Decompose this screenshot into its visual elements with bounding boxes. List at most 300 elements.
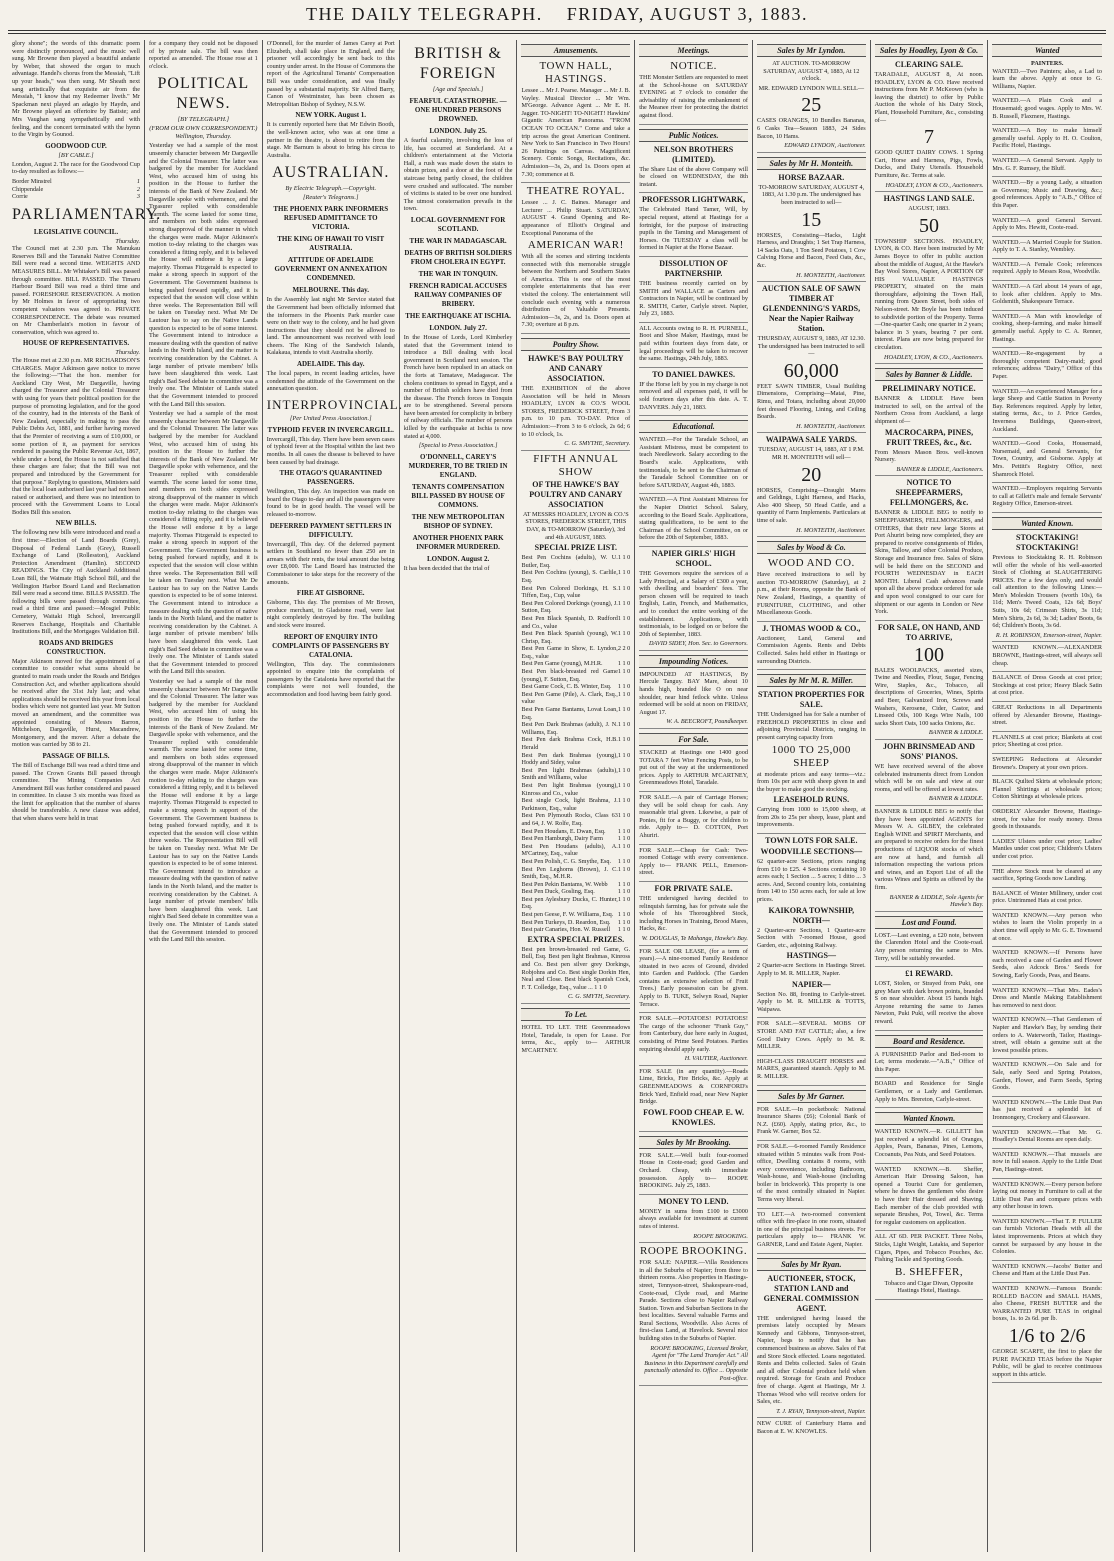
headline: THE WAR IN MADAGASCAR. (409, 236, 507, 245)
prize-item: Best Pen Houdans (adults), A. M'Cartney, Esq., value (521, 842, 618, 858)
prize-amount: 1 1 0 (617, 835, 631, 843)
ad-wanted-known (875, 1128, 984, 1163)
classified-heading: Sales by Wood & Co. (757, 541, 866, 554)
ad-money (639, 1197, 748, 1243)
prize-amount: 1 1 0 (617, 918, 631, 926)
prize-row (521, 668, 630, 683)
dateline: ADELAIDE. This day. (296, 360, 365, 369)
wanted-ad (992, 283, 1102, 311)
ad-text: BANNER & LIDDLE BEG to notify that they have been appointed AGENTS for Messrs W. A. GILBEY, the celebrated English WINE and SPIRIT Merchants, and are prepared to receive orders for the finest productions of LIQUOR stocks of which are now at hand, and furnish all information respecting the various prices and wines, and an Export List of all the various Wines and Spirits as offered by the firm. (874, 808, 984, 891)
prize-item: Best Pen Duck, Gosling, Esq. (521, 888, 595, 896)
ad-text: THE Undersigned has for Sale a number of FREEHOLD PROPERTIES in close and adjoining Provincial Districts, ranging in present carrying capacity from (756, 711, 866, 741)
placing: 1 (136, 177, 140, 185)
ad-edu (639, 436, 748, 494)
ad-text: Have received instructions to sell by auction TO-MORROW (Saturday), at 2 p.m., at their Rooms, opposite the Bank of New Zealand, Hastings, a quantity of FURNITURE, CLOTHING, and other Miscellaneous Goods. (756, 571, 866, 617)
article-text: O'Donnell, for the murder of James Carey at Port Elizabeth, shall take place in England, and the prisoner will accordingly be sent back to this country under arrest. In the House of Commons the report of the Agricultural Tenants' Compensation Bill was under consideration, and was finally passed by a substantial majority. Sir Alfred Barry, Canon of Westminster, has been chosen as Metropolitan Bishop of Sydney, N.S.W. (266, 40, 395, 108)
article-text: Gisborne, This day. The premises of Mr Brown, produce merchant, in Gladstone road, were last night completely destroyed by fire. The building and stock were insured. (266, 599, 395, 629)
article-text: The following new bills were introduced and read a first time:—Election of Land Boards (Grey), Disposal of Federal Lands (Grey), Russell Exchange of Land (Rollesston), Auckland Protection Amendment (Hamlin). SECOND READINGS. The City of Auckland Additional Loan Bill, the Waimate High School Bill, and the Wellington Harbor Board Land and Reclamation Bill were read a second time. BILLS PASSED. The following bills were passed through committee, read a third time and passed:—Mosgiel Public Cemetery, Waitaki High School, Invercargill Reserves Exchange, Hospitals and Charitable Institutions Bill, and the Mortgages Validation Bill. (12, 529, 140, 636)
ad-signature: ROOPE BROOKING, Licensed Broker, Agent for "The Land Transfer Act." All Business in this Department carefully and punctually attended to. Office ... Opposite Post-office. (644, 1344, 748, 1383)
ad-text: IMPOUNDED AT HASTINGS, By Hercule Tanguy. BAY Mare, about 10 hands high, branded like O on near shoulder, near hind fetlock white. Unless redeemed will be sold at noon on FRIDAY, August 17. (639, 670, 748, 716)
ad-title: AUCTIONEER, STOCK, STATION LAND and GENERAL COMMISSION AGENT. (763, 1273, 859, 1313)
ad-text: ORDERLY Alexander Browne, Hastings-street, for value for ready money. Dress goods in thousands. (992, 807, 1102, 831)
ad-text: FOR SALE (in any quantity).—Roads Lime, Bricks, Fire Bricks, &c. Apply at GREENMEADOWS & CORNFORD's Brick Yard, Enfield road, near New Napier Bridge. (639, 1067, 748, 1106)
prize-item: Best Game Cock, C. B. Winter, Esq. (521, 683, 612, 691)
ad-text: GOOD QUIET DAIRY COWS. 1 Spring Cart, Horse and Harness, Pigs, Fowls, Ducks, and Dairy Utensils. Household Furniture, &c. Terms at sale. (874, 149, 984, 179)
ad-text: FOR SALE.—Well built four-roomed House in Coote-road; good Garden and Orchard. Cheap, with immediate possession. Apply to— ROOPE BROOKING. July 25, 1883. (639, 1151, 748, 1190)
ad-signature: H. MONTEITH, Auctioneer. (796, 271, 866, 279)
ad-signature: ROOPE BROOKING. (693, 1232, 748, 1240)
prize-amount: 1 1 0 (617, 721, 631, 729)
prize-row (521, 881, 630, 889)
wanted-known-ad (992, 734, 1102, 754)
ad-text: LADIES' Ulsters under cost price; Ladies' Mantles under cost price; Children's Ulsters under cost price. (992, 837, 1102, 860)
dateline: LONDON. July 25. (429, 127, 487, 135)
ad-title: HASTINGS LAND SALE. (883, 194, 975, 204)
classified-heading: Poultry Show. (521, 338, 630, 351)
prize-row (521, 600, 630, 615)
ad-text: Best pen brown-breasted red Game, G. Bull, Esq. Best pen light Brahmas, Kinross and Co. Best pen silver grey Dorkings, Robjohns and Co. Best single Dorkin Hen, Neal and Close. Best black Spanish Cock, F. T. Colledge, Esq., value ... 1 1 0 (521, 945, 631, 991)
classified-heading: Sales by Mr H. Monteith. (757, 157, 866, 170)
column-7 (753, 40, 871, 1552)
ad-text: THE business recently carried on by SMITH and WALLACE as Carters and Contractors in Napier, will be continued by R. SMITH, Carter, Carlyle street. Napier, July 23, 1883. (639, 279, 748, 318)
ad-title: MACROCARPA, PINES, FRUIT TREES, &c., &c. (885, 427, 974, 447)
ad-text: WANTED.—A Plain Cook and a Housemaid; good wages. Apply to Mrs. W. B. Russell, Flaxmere, Hastings. (992, 97, 1102, 120)
prize-amount: 1 1 0 (617, 842, 631, 850)
ad-signature: BANNER & LIDDLE. (928, 729, 984, 737)
prize-amount: 1 1 0 (617, 911, 631, 919)
wanted-ad (992, 68, 1102, 96)
ad-nelson (639, 145, 748, 194)
article-text: Wellington, This day. The commissioners appointed to enquire into the complaints of passengers by the Catalonia have reported that the complaints were not well founded, the accommodation and food having been fairly good. (266, 660, 395, 698)
prize-amount: 1 1 0 (617, 690, 631, 698)
ad-cattle (757, 1020, 866, 1055)
wanted-known-ad (992, 1151, 1102, 1179)
classified-heading: Wanted (992, 44, 1102, 57)
prize-item: Best Pen Turkeys, D. Reardon, Esq. (521, 918, 611, 926)
headline: LOCAL GOVERNMENT FOR SCOTLAND. (410, 215, 506, 233)
prize-item: Best Pen Pekin Bantams, W. Webb (521, 880, 608, 888)
wanted-known-ad (992, 838, 1102, 866)
ad-title: TOWN LOTS FOR SALE. (765, 836, 858, 846)
ad-text: WANTED.—Two Painters; also, a Lad to learn the above. Apply at once to G. Williams, Napier. (992, 67, 1102, 90)
prize-amount: 1 1 0 (617, 888, 631, 896)
prize-item: Best Pen Plymouth Rocks, Class 63 and 64, J. W. Rolfe, Esq. (521, 812, 618, 827)
ad-text: ALL AT 6D. PER PACKET. Three Nobs, Sticks, Light Weight, Latakia, and Superior Cigars, Pipes, and Tobacco Pouches, &c. Fishing Tackle and Sporting Goods. (874, 1233, 984, 1264)
byline: [BY TELEGRAPH.] (177, 116, 230, 124)
ad-edu (639, 496, 748, 547)
ad-thomas-wood (757, 624, 866, 670)
wanted-ad (992, 179, 1102, 214)
ad-text: AUGUST, 1883. (908, 205, 950, 213)
ad-text: A FURNISHED Parlor and Bed-room to Let; terms moderate.—"A.B.," Office of this Paper. (874, 1050, 984, 1073)
column-4 (400, 40, 518, 1552)
ad-text: WANTED.—For the Taradale School, an Assistant Mistress, must be competent to teach Needlework. Salary according to the Board's scale. Applications, with testimonials, to be sent to the Chairman of the Taradale School Committee on or before SATURDAY, August 4th, 1883. (639, 436, 748, 489)
ad-signature: H. MONTEITH, Auctioneer. (796, 422, 866, 430)
ad-text: HORSES, Consisting—Hacks, Light Harness, and Draughts; 1 Set Trap Harness, 14 Sacks Oats, 1 Ton Seed Potatoes, 1 Cow Calving Horse and Bacon, Feed Oats, &c., &c. (756, 231, 866, 269)
ad-signature: Tobacco and Cigar Divan, Opposite Hastings Hotel, Hastings. (884, 1279, 974, 1295)
ad-signature: W. A. BEECROFT, Poundkeeper. (666, 718, 748, 726)
prize-amount: 1 1 0 (617, 926, 631, 934)
ad-text: WANTED KNOWN.—B. Sheffer, American Hair Dressing Saloon, has opened a Tourist Cure for gentlemen, where he draws the gentlemen who desire to have their Hair dressed and Shaving. Each member of the club provided with separate Brushes, Pot, Towel, &c. Terms for regular customers on application. (874, 1165, 984, 1226)
wanted-known-ad (992, 756, 1102, 776)
ad-reward (875, 969, 984, 1031)
wanted-known-ad (992, 808, 1102, 836)
ad-land-sale (875, 194, 984, 364)
ad-woolpacks (875, 623, 984, 740)
column-8 (871, 40, 989, 1552)
ad-quantity: 60,000 (783, 359, 839, 382)
section-title: POLITICAL NEWS. (157, 75, 250, 113)
headline: ATTITUDE OF ADELAIDE GOVERNMENT ON ANNEXATION CONDEMNED. (274, 256, 387, 283)
ad-text: THE above Stock must be cleared at any sacrifice, Spring Goods now Landing. (992, 867, 1102, 883)
prize-amount: 1 1 0 (617, 599, 631, 607)
classified-heading: Sales by Banner & Liddle. (875, 368, 984, 381)
prize-row (521, 866, 630, 881)
ad-text: GEORGE SCARFE, the first to place the PURE PACKED TEAS before the Napier Public, will be glad to receive continuous support in this article. (992, 1348, 1102, 1378)
headline: TYPHOID FEVER IN INVERCARGILL. (267, 425, 394, 434)
ad-text: NEW CURE of Canterbury Hams and Bacon at E. W. KNOWLES. (756, 1420, 866, 1435)
wanted-ad (992, 217, 1102, 237)
article-text: for a company they could not be disposed of by private sale. The bill was then reported as amended. The House rose at 1 o'clock. (149, 40, 258, 70)
ad-text: HIGH-CLASS DRAUGHT HORSES and MARES, guaranteed staunch. Apply to M. R. MILLER. (756, 1057, 866, 1080)
wanted-ad (992, 388, 1102, 439)
prize-row (521, 896, 630, 911)
ad-text: TOWNSHIP SECTIONS. HOADLEY, LYON, & CO. Have been instructed by Mr James Boyce to offer in public auction about the middle of August, At the Hawke's Bay Wool Stores, Napier, A PORTION OF HIS VALUABLE HASTINGS PROPERTY, situated on the main thoroughfare, adjoining the Town Hall, running from Queen Street, both sides of Nelson-street. Mr Boyle has been induced to subdivide portion of the Property. Terms—One-quarter Cash; one quarter in 2 years; balance in 3 years, bearing 7 per cent. interest. Plans are now being prepared for circulation. (874, 237, 984, 352)
prize-item: Best Pen black-breasted red Game (young), F. Sutton, Esq. (521, 668, 618, 683)
ad-gilbey (875, 808, 984, 912)
ad-draught-horses (757, 1058, 866, 1086)
ad-signature: H. VAUTIER, Auctioneer. (684, 1055, 748, 1063)
ad-text: WANTED KNOWN.—That mussels are now in full season. Apply to the Little Dust Pan, Hastings-street. (992, 1150, 1102, 1173)
wanted-ad (992, 97, 1102, 125)
classified-heading: To Let. (521, 1008, 630, 1021)
ad-title: PAINTERS. (1031, 60, 1064, 67)
section-title: BRITISH & FOREIGN (414, 45, 502, 82)
wanted-known-ad (992, 1218, 1102, 1261)
ad-subtitle: HASTINGS— (786, 951, 836, 961)
ad-pound (639, 671, 748, 729)
ad-town-lots (757, 836, 866, 1018)
prize-item: Best Pen Game (young), M.H.R. (521, 660, 603, 668)
headline: THE WAR IN TONQUIN. (418, 269, 498, 278)
prize-amount: 1 1 0 (617, 895, 631, 903)
section-heading: PASSAGE OF BILLS. (42, 751, 110, 760)
ad-lost (875, 932, 984, 967)
wanted-known-ad (992, 912, 1102, 947)
masthead-date: FRIDAY, AUGUST 3, 1883. (566, 4, 808, 24)
byline: [Reuter's Telegrams.] (303, 194, 359, 202)
ad-title: J. THOMAS WOOD & CO., (762, 623, 861, 633)
byline: [BY CABLE.] (58, 151, 94, 159)
ad-text: WANTED.—A Married Couple for Station. Apply to T. A. Stanley, Wembley. (992, 238, 1102, 254)
ad-text: 62 quarter-acre Sections, prices ranging from £10 to £25. 4 Sections containing 10 acres each; 1 Section ... 5 acres; 1 ditto ... 3 acres. And, Second country lots, containing from 140 to 150 acres each, for sale at low prices. (756, 858, 866, 904)
ad-signature: BANNER & LIDDLE, Sole Agents for Hawke's Bay. (889, 893, 984, 909)
prize-item: Best pen Aylesbury Ducks, C. Hunter, Esq. (521, 895, 618, 911)
prize-item: Best Pen Colored Dorkings (young), J. Sutton, Esq. (521, 599, 618, 615)
prize-list-title: SPECIAL PRIZE LIST. (534, 543, 617, 553)
section-heading: NEW BILLS. (55, 519, 97, 528)
headline: FEARFUL CATASTROPHE. — ONE HUNDRED PERSONS DROWNED. (409, 97, 507, 123)
classified-heading: Impounding Notices. (639, 655, 748, 668)
ad-preliminary (875, 384, 984, 476)
wanted-ad (992, 350, 1102, 385)
ad-quantity: 20 (801, 463, 822, 486)
masthead-rule-top (8, 30, 1106, 31)
classified-heading: For Sale. (639, 733, 748, 746)
wanted-known-ad (992, 1061, 1102, 1096)
ad-signature: EDWARD LYNDON, Auctioneer. (784, 142, 866, 150)
prize-list (521, 554, 630, 934)
classified-heading: Public Notices. (639, 129, 748, 142)
prize-row (521, 554, 630, 569)
ad-text: From Messrs Mason Bros. well-known Nursery. (874, 448, 984, 464)
prize-item: Best Pen Cochins (young), S. Carlile, Esq. (521, 569, 618, 584)
ad-dawkes (639, 370, 748, 416)
ad-brooking (639, 1152, 748, 1195)
prize-item: Best Pen Hamburgh, Dairy Farm (521, 835, 603, 843)
article-text: Invercargill, This day. Of the deferred payment settlers in Southland no fewer than 250 are in arrears with their rents, the total amount due being over £8,000. The Land Board has instructed the Commissioner to take steps for the recovery of the amounts. (266, 540, 395, 586)
horse-name: Chippendale (12, 185, 44, 193)
article-text: It has been decided that the trial of (403, 565, 490, 573)
ad-signature: R. H. ROBINSON, Emerson-street, Napier. (995, 631, 1102, 639)
section-heading: LEGISLATIVE COUNCIL. (33, 227, 119, 236)
ad-board (875, 1051, 984, 1079)
ad-quantity: 100 (914, 643, 945, 666)
ad-subtitle: WOODVILLE SECTIONS— (760, 847, 863, 857)
dateline: Thursday. (115, 349, 140, 357)
ad-title: TO DANIEL DAWKES. (652, 369, 735, 379)
ad-wanted-known (875, 1166, 984, 1232)
dateline: Thursday. (115, 237, 140, 245)
prize-row (521, 585, 630, 600)
wanted-known-ad (992, 1263, 1102, 1283)
headline: THE PHOENIX PARK INFORMERS REFUSED ADMITTANCE TO VICTORIA. (273, 205, 389, 232)
ad-title: HORSE BAZAAR. (778, 172, 845, 182)
headline: TENANTS COMPENSATION BILL PASSED BY HOUSE OF COMMONS. (411, 483, 505, 510)
wanted-ad (992, 313, 1102, 348)
ad-stocktaking (992, 533, 1102, 643)
ad-subtitle: OF THE HAWKE'S BAY POULTRY AND CANARY ASSOCIATION (529, 479, 623, 509)
ad-title: NOTICE TO SHEEPFARMERS, FELLMONGERS, &c. (889, 478, 969, 508)
prize-item: Best Pen Leghorns (Brown), J. C. Smith, Esq., M.H.R. (521, 865, 618, 881)
ad-title: AUCTION SALE OF SAWN TIMBER AT GLENDENNING'S YARDS, Near the Napier Railway Station. (762, 284, 861, 334)
ad-text: THE undersigned having leased the premises lately occupied by Messrs Kennedy and Gibbons, Tennyson-street, Napier, begs to notify that he has commenced business as above. Sales of Fat and Store Stock effected. Loans negotiated. Rents and Debts collected. Sales of Grain and all other Colonial produce held when required. Storage for Grain and Produce free of charge. Agent at Hastings, Mr J. Thomas Wood who will receive orders for Sales, etc. (756, 1314, 866, 1406)
ad-sale (639, 794, 748, 845)
result-row (12, 193, 140, 201)
ad-text: TO-MORROW SATURDAY, AUGUST 4, 1883, At 1.30 p.m. The undersigned has been instructed to sell— (758, 183, 865, 206)
dateline: NEW YORK. August 1. (295, 111, 367, 120)
prize-amount: 1 1 0 (617, 827, 631, 835)
article-text: Major Atkinson moved for the appointment of a committee to consider what sums should be granted to main roads under the Roads and Bridges Construction Act, and whether applications should be received after the 31st July last; and what applications should be received this year from local bodies which were not granted last year. Mr Sutton moved an amendment, and the committee was appointed consisting of Messrs Barron, Mitchelson, Dargaville, Hurst, Macandrew, Montgomery, and the mover. After a debate the motion was carried by 38 to 21. (12, 657, 140, 749)
placing: 3 (136, 193, 140, 201)
prize-item: Best Pen Game Bantams, Lovat Loan, Esq. (521, 706, 618, 721)
prize-row (521, 660, 630, 668)
prize-row (521, 812, 630, 827)
ad-dissolution (639, 259, 748, 323)
wanted-known-ad (992, 1129, 1102, 1149)
wanted-ad (992, 127, 1102, 155)
ad-board (875, 1080, 984, 1108)
prize-item: Best pen Geese, F. W. Williams, Esq. (521, 911, 614, 919)
prize-row (521, 919, 630, 927)
ad-signature: T. J. RYAN, Tennyson-street, Napier. (776, 1407, 866, 1415)
classified-heading: Lost and Found. (875, 916, 984, 929)
ad-title: PROFESSOR LIGHTWARK, (642, 195, 746, 205)
ad-garner (757, 1143, 866, 1209)
prize-row (521, 858, 630, 866)
ad-text: FOR SALE.—In pocketbook: National Insurance Shares (£6); Colonial Bank of N.Z. (£60). Apply, stating price, &c., to Frank W. Garner, Box 52. (756, 1105, 866, 1136)
ad-garner (757, 1106, 866, 1141)
ad-title: AMERICAN WAR! (527, 239, 624, 252)
prize-item: Best Pen Dark Brahmas (adult), J. N. Williams, Esq. (521, 721, 618, 736)
byline: [Per United Press Association.] (289, 414, 372, 422)
prize-amount: 1 1 0 (617, 781, 631, 789)
classified-heading: Amusements. (521, 44, 630, 57)
prize-item: Best Pen light Brahmas (young), Kinross and Co., value (521, 781, 618, 797)
prize-amount: 1 1 0 (617, 630, 631, 638)
classified-heading: Sales by Mr Brooking. (639, 1136, 748, 1149)
prize-amount: 1 1 0 (617, 569, 631, 577)
ad-text: 2 Quarter-acre Sections in Hastings Street. Apply to M. R. MILLER, Napier. (756, 962, 866, 977)
page-columns (8, 40, 1106, 1552)
prize-item: Best Pen Black Spanish, D. Rudford and Co., value (521, 614, 618, 630)
wanted-list (992, 68, 1102, 513)
ad-town-hall (521, 60, 630, 183)
ad-text: WANTED KNOWN.—The Little Dust Pan has just received a splendid lot of Ironmongery, Crockery and Glassware. (992, 1098, 1102, 1121)
ad-title: FIFTH ANNUAL SHOW (533, 452, 619, 478)
ad-text: THE undersigned having decided to relinquish farming, has for private sale the whole of his Thoroughbred Stock, including Horses in Training, Brood Mares, Hacks, &c. (639, 894, 748, 933)
section-title: AUSTRALIAN. (272, 164, 390, 182)
headline: ANOTHER PHOENIX PARK INFORMER MURDERED. (412, 534, 504, 552)
ad-text: WANTED.—A Man with knowledge of cooking, sheep-farming, and make himself generally useful. Apply to C. A. Renner, Hastings. (992, 312, 1102, 343)
prize-row (521, 888, 630, 896)
byline: [Age and Specials.] (432, 86, 484, 93)
headline: FRENCH RADICAL ACCUSES RAILWAY COMPANIES OF BRIBERY. (409, 281, 507, 308)
ad-text: BALANCE of Dress Goods at cost price; Stockings at cost price; Heavy Black Satin at cost price. (992, 674, 1102, 697)
article-text: The Council met at 2.30 p.m. The Manukau Reserves Bill and the Taranaki Native Committee Bill were read a second time. WEIGHTS AND MEASURES BILL. Mr Whitaker's Bill was passed through committee. BILL PASSED. The Timaru Harbour Board Bill was read a third time and passed. FORESHORE RESERVATION. A motion by Mr Holmes in favor of appropriating two competent valuators was agreed to. PRIVATE CORRESPONDENCE. The debate was resumed on Mr Chamberlain's motion in favour of conservation, which was agreed to. (12, 245, 140, 336)
column-1 (8, 40, 162, 1552)
prize-amount: 2 2 0 (617, 645, 631, 653)
ad-text: WANTED.—An experienced Manager for a large Sheep and Cattle Station in Poverty Bay. References required. Apply by letter, stating terms, &c., to J. Price Gerdes, Inverness Buildings, Queen-street, Auckland. (992, 387, 1102, 433)
headline: THE EARTHQUAKE AT ISCHIA. (405, 311, 511, 320)
article-text: Invercargill, This day. There have been seven cases of typhoid fever at the Hospital within the last two months. In all cases the disease is believed to have been caused by bad drainage. (266, 435, 395, 466)
prize-row (521, 736, 630, 751)
wanted-known-list (992, 644, 1102, 1283)
ad-ryan (757, 1274, 866, 1419)
ad-title: NAPIER GIRLS' HIGH SCHOOL. (651, 548, 736, 568)
race-results (12, 178, 140, 201)
ad-quantity: 15 (801, 208, 822, 231)
ad-title: FOWL FOOD CHEAP. E. W. KNOWLES. (643, 1107, 744, 1127)
headline: FIRE AT GISBORNE. (296, 589, 365, 598)
wanted-known-ad (992, 674, 1102, 702)
column-6 (635, 40, 753, 1552)
wanted-known-ad (992, 1181, 1102, 1216)
prize-amount: 1 1 0 (617, 751, 631, 759)
ad-text: FOR SALE OR LEASE, (for a term of years).—A nine-roomed Family Residence situated in two acres of Ground, divided into Garden and Paddock. (The Garden contains an extensive selection of Fruit Trees.) Early possession can be given. Apply to B. TUKE, Selwyn Road, Napier Terrace. (639, 947, 748, 1008)
article-text: glory shone"; the words of this dramatic poem were distinctly pronounced, and the music well sung. Mr Browne then played a beautiful andante by Weber, that showed the organ to much advantage. Handel's chorus from the Messiah, "Lift up your heads," was then sung. Mr Sheath next sang artistically that exquisite air from the Messiah, "I know that my Redeemer liveth." Mr Spackman next played an adagio by Haydn, and Mr Browne played an offertoire by Batiste; and Mrs Vaughan sang sympathetically and with feeling, and the concert terminated with the hymn to the Virgin by Gounod. (12, 40, 140, 139)
ad-text: at moderate prices and easy terms—viz.: from 10s per acre with sheep given in and the buyer to make good the stocking. (756, 770, 866, 793)
ad-subtitle: KAIKORA TOWNSHIP, NORTH— (768, 905, 855, 925)
prize-item: Best Pen Houdans, E. Dwan, Esq. (521, 827, 606, 835)
section-heading: GOODWOOD CUP. (45, 141, 107, 150)
classified-heading: Sales by Mr Lyndon. (757, 44, 866, 57)
horse-name: Corrie (12, 193, 28, 201)
prize-amount: 1 1 0 (617, 736, 631, 744)
prize-row (521, 645, 630, 660)
prize-row (521, 683, 630, 691)
prize-row (521, 797, 630, 812)
ad-title: ROOPE BROOKING. (640, 1245, 748, 1258)
dateline: LONDON. July 27. (429, 323, 487, 332)
article-text: The House met at 2.30 p.m. MR RICHARDSON'S CHARGES. Major Atkinson gave notice to move the following:—"That the hon. member for Auckland City West, Mr Dargaville, having charged the Treasurer and the Colonial Treasurer with using for years their political position for the purpose of promoting legislation, and for the good of the country, had in the interests of the Bank of New Zealand, especially in making to pass the Public Debts Act, 1881, and further having moved that the Premier of receiving a sum of £10,000, or some portion of it, as payment for services rendered in passing the Public Revenue Act, 1867, while under a bond, the House is not satisfied that these charges are false; that the Bill was not prepared and introduced by the Government for that purpose." Replying to questions, Ministers said that the local loan authorised last year had not been raised or authorised, and there was no intention to proceed with the Government Loans to Local Bodies Bill this session. (12, 357, 140, 516)
ad-garner (757, 1211, 866, 1254)
section-heading: HOUSE OF REPRESENTATIVES. (22, 339, 130, 348)
ad-title: THEATRE ROYAL. (526, 185, 625, 198)
ad-waipawa (757, 435, 866, 537)
ad-lease (639, 948, 748, 1014)
ad-text: WANTED.—Employers requiring Servants to call at Gillett's male and female Servants' Registry Office, Emerson-street. (992, 485, 1102, 508)
ad-title: STOCKTAKING! STOCKTAKING! (1016, 532, 1079, 552)
ad-text: AT AUCTION. TO-MORROW SATURDAY, AUGUST 4, 1883, At 12 o'clock. (763, 60, 860, 83)
ad-text: SWEEPING Reductions at Alexander Browne's. Drapery at your own prices. (992, 755, 1102, 771)
wanted-known-ad (992, 1099, 1102, 1127)
ad-text: AT MESSRS HOADLEY, LYON & CO.'S STORES, FREDERICK STREET, THIS DAY, & TO-MORROW (Saturday), 3rd and 4th AUGUST, 1883. (523, 510, 629, 541)
ad-text: MONEY in sums from £100 to £3000 always available for investment at current rates of interest. (639, 1207, 748, 1230)
ad-text: WANTED.—A Girl about 14 years of age, to look after children. Apply to Mrs. Goldsmith, Shakespeare Terrace. (992, 283, 1102, 306)
section-title: PARLIAMENTARY. (12, 205, 162, 223)
ad-text: WANTED.—A General Servant. Apply to Mrs. G. F. Rumsey, the Bluff. (992, 156, 1102, 172)
ad-text: ALL Accounts owing to R. H. PURNELL, Boot and Shoe Maker, Hastings, must be paid within fourteen days from date, or legal proceedings will be taken to recover the same. Hastings, 24th July, 1883. (639, 324, 748, 363)
ad-text: TARADALE, AUGUST 8, At noon. HOADLEY, LYON & CO. Have received instructions from Mr P. McKeown (who is leaving the district) to offer by Public Auction the whole of his Dairy Stock, Plant, Household Furniture, &c., consisting of— (874, 71, 984, 124)
article-text: Yesterday we had a sample of the most unseemly character between Mr Dargaville and the Colonial Treasurer. The latter was badgered by the member for Auckland West, who accused him of using his position in the House to further the interests of the Bank of New Zealand. Mr Dargaville spoke with vehemence, and the Treasurer replied with considerable warmth. The scene lasted for some time, and members on both sides expressed strong disapproval of the manner in which the charges were made. Major Atkinson's motion to-day relating to the charges was considered a fitting reply, and it is believed the House will endorse it by a large majority. Thomas Fitzgerald is expected to make a strong speech in support of the Government. The Government business is being pushed forward rapidly, and it is expected that the session will close within three weeks. The Representation Bill will be taken on Tuesday next. What Mr De Lautour has to say on the Native Lands question is expected to be of some interest. The Government intend to introduce a measure dealing with the question of native lands in the North Island, and the matter is receiving consideration by the Cabinet. A large number of private members' bills have been slaughtered this week. Last night's Bad Seed debate in committee was a lively one. The Minister of Lands stated that the Government intended to proceed with the Land Bill this session. (149, 142, 258, 408)
ad-text: Lessee ... Mr J. Pearse. Manager ... Mr J. B. Vayley. Musical Director ... Mr Wm. M'George. Advance Agent ... Mr E. H. Jagger. TO-NIGHT! TO-NIGHT! Hawkins' Gigantic American Panorama. "FROM OCEAN TO OCEAN." Come and take a trip across the great American Continent. New York to San Francisco in Two Hours! 26 Paintings on Canvas. Magnificent Scenery. Comic Songs, Recitations, &c. Admission—3s, 2s, and 1s. Doors open at 7.30; commence at 8. (521, 87, 631, 178)
ad-text: WANTED.—By a young Lady, a situation as Governess; Music and Drawing, &c.; good references. Apply to "A.B.," Office of this Paper. (992, 179, 1102, 209)
prize-row (521, 691, 630, 706)
prize-row (521, 721, 630, 736)
ad-text: THURSDAY, AUGUST 9, 1883, AT 12.30. The undersigned has been instructed to sell— (757, 335, 865, 358)
ad-text: GREAT Reductions in all Departments offered by Alexander Browne, Hastings-street. (992, 704, 1102, 727)
article-text: Wellington, This day. An inspection was made on board the Otago to-day and all the passengers were found to be in good health. The vessel will be released to-morrow. (266, 488, 395, 518)
article-text: A fearful calamity, involving the loss of life, has occurred at Sunderland. At a children's entertainment at the Victoria Hall, a rush was made down the stairs to obtain prizes, and a door at the foot of the staircase being partly closed, the children were crushed and suffocated. The number of victims is stated to be over one hundred. The utmost consternation prevails in the town. (403, 137, 513, 213)
ad-text: Carrying from 1000 to 15,000 sheep, at from 20s to 25s per sheep, lease, plant and improvements. (756, 806, 866, 829)
ad-wood (757, 557, 866, 622)
wanted-ad (992, 440, 1102, 483)
ad-tobacco (875, 1233, 984, 1300)
ad-text: WANTED.—A First Assistant Mistress for the Napier District School. Salary, according to the Board Scale. Applications, stating qualifications, to be sent to the Chairman of the School Committee, on or before the 20th of September, 1883. (639, 496, 748, 542)
wanted-ad (992, 485, 1102, 513)
ad-text: WANTED KNOWN.—Famous Brands: ROLLED BACON and SMALL HAMS, also Cheese, FRESH BUTTER and the WARRANTED PURE TEAS in original boxes, 1s. to 2s 6d. per lb. (992, 1285, 1102, 1323)
ad-text: WANTED KNOWN.—That T. P. FULLER can furnish Victorian Heads with all the latest improvements. Prices at which they cannot be surpassed by any house in the Colonies. (992, 1217, 1102, 1256)
headline: O'DONNELL, CAREY'S MURDERER, TO BE TRIED IN ENGLAND. (408, 453, 508, 480)
prize-row (521, 926, 630, 934)
ad-title: LEASEHOLD RUNS. (773, 795, 850, 805)
classified-heading: Wanted Known. (875, 1112, 984, 1125)
ad-text: WANTED KNOWN.—On Sale and for Sale, early Seed and Spring Potatoes, Garden, Flower, and Farm Seeds, Spring Goods. (992, 1061, 1102, 1092)
ad-text: 2 Quarter-acre Sections, 1 Quarter-acre Section with 7-roomed House, good Garden, etc., adjoining Railway. (756, 926, 866, 949)
ad-accounts (639, 325, 748, 368)
wanted-known-ad (992, 949, 1102, 984)
ad-text: FEET SAWN TIMBER, Usual Building Dimensions, Comprising—Matai, Pine, Rimu, and Totara, including about 20,000 feet dressed Flooring, Lining, and Ceiling Boards. (756, 382, 866, 421)
ad-quantity: 50 (919, 214, 940, 237)
prize-item: Best Pen Colored Dorkings, H. S. Tiffen, Esq., Cup, value (521, 584, 618, 600)
ad-text: WANTED.—Re-engagement by a thoroughly competent Dairy-maid; good references; address "Dairy," Office of this Paper. (992, 350, 1102, 380)
ad-text: BALANCE of Winter Millinery, under cost price. Untrimmed Hats at cost price. (992, 889, 1102, 905)
ad-text: FOR SALE.—Cheap for Cash: Two-roomed Cottage with every convenience. Apply to— FRANK PELL, Emerson-street. (639, 846, 748, 877)
horse-name: Border Minstrel (12, 177, 52, 185)
ad-theatre (521, 185, 630, 334)
article-text: Yesterday we had a sample of the most unseemly character between Mr Dargaville and the Colonial Treasurer. The latter was badgered by the member for Auckland West, who accused him of using his position in the House to further the interests of the Bank of New Zealand. Mr Dargaville spoke with vehemence, and the Treasurer replied with considerable warmth. The scene lasted for some time, and members on both sides expressed strong disapproval of the manner in which the charges were made. Major Atkinson's motion to-day relating to the charges was considered a fitting reply, and it is believed the House will endorse it by a large majority. Thomas Fitzgerald is expected to make a strong speech in support of the Government. The Government business is being pushed forward rapidly, and it is expected that the session will close within three weeks. The Representation Bill will be taken on Tuesday next. What Mr De Lautour has to say on the Native Lands question is expected to be of some interest. The Government intend to introduce a measure dealing with the question of native lands in the North Island, and the matter is receiving consideration by the Cabinet. A large number of private members' bills have been slaughtered this week. Last night's Bad Seed debate in committee was a lively one. The Minister of Lands stated that the Government intended to proceed with the Land Bill this session. (149, 677, 258, 944)
